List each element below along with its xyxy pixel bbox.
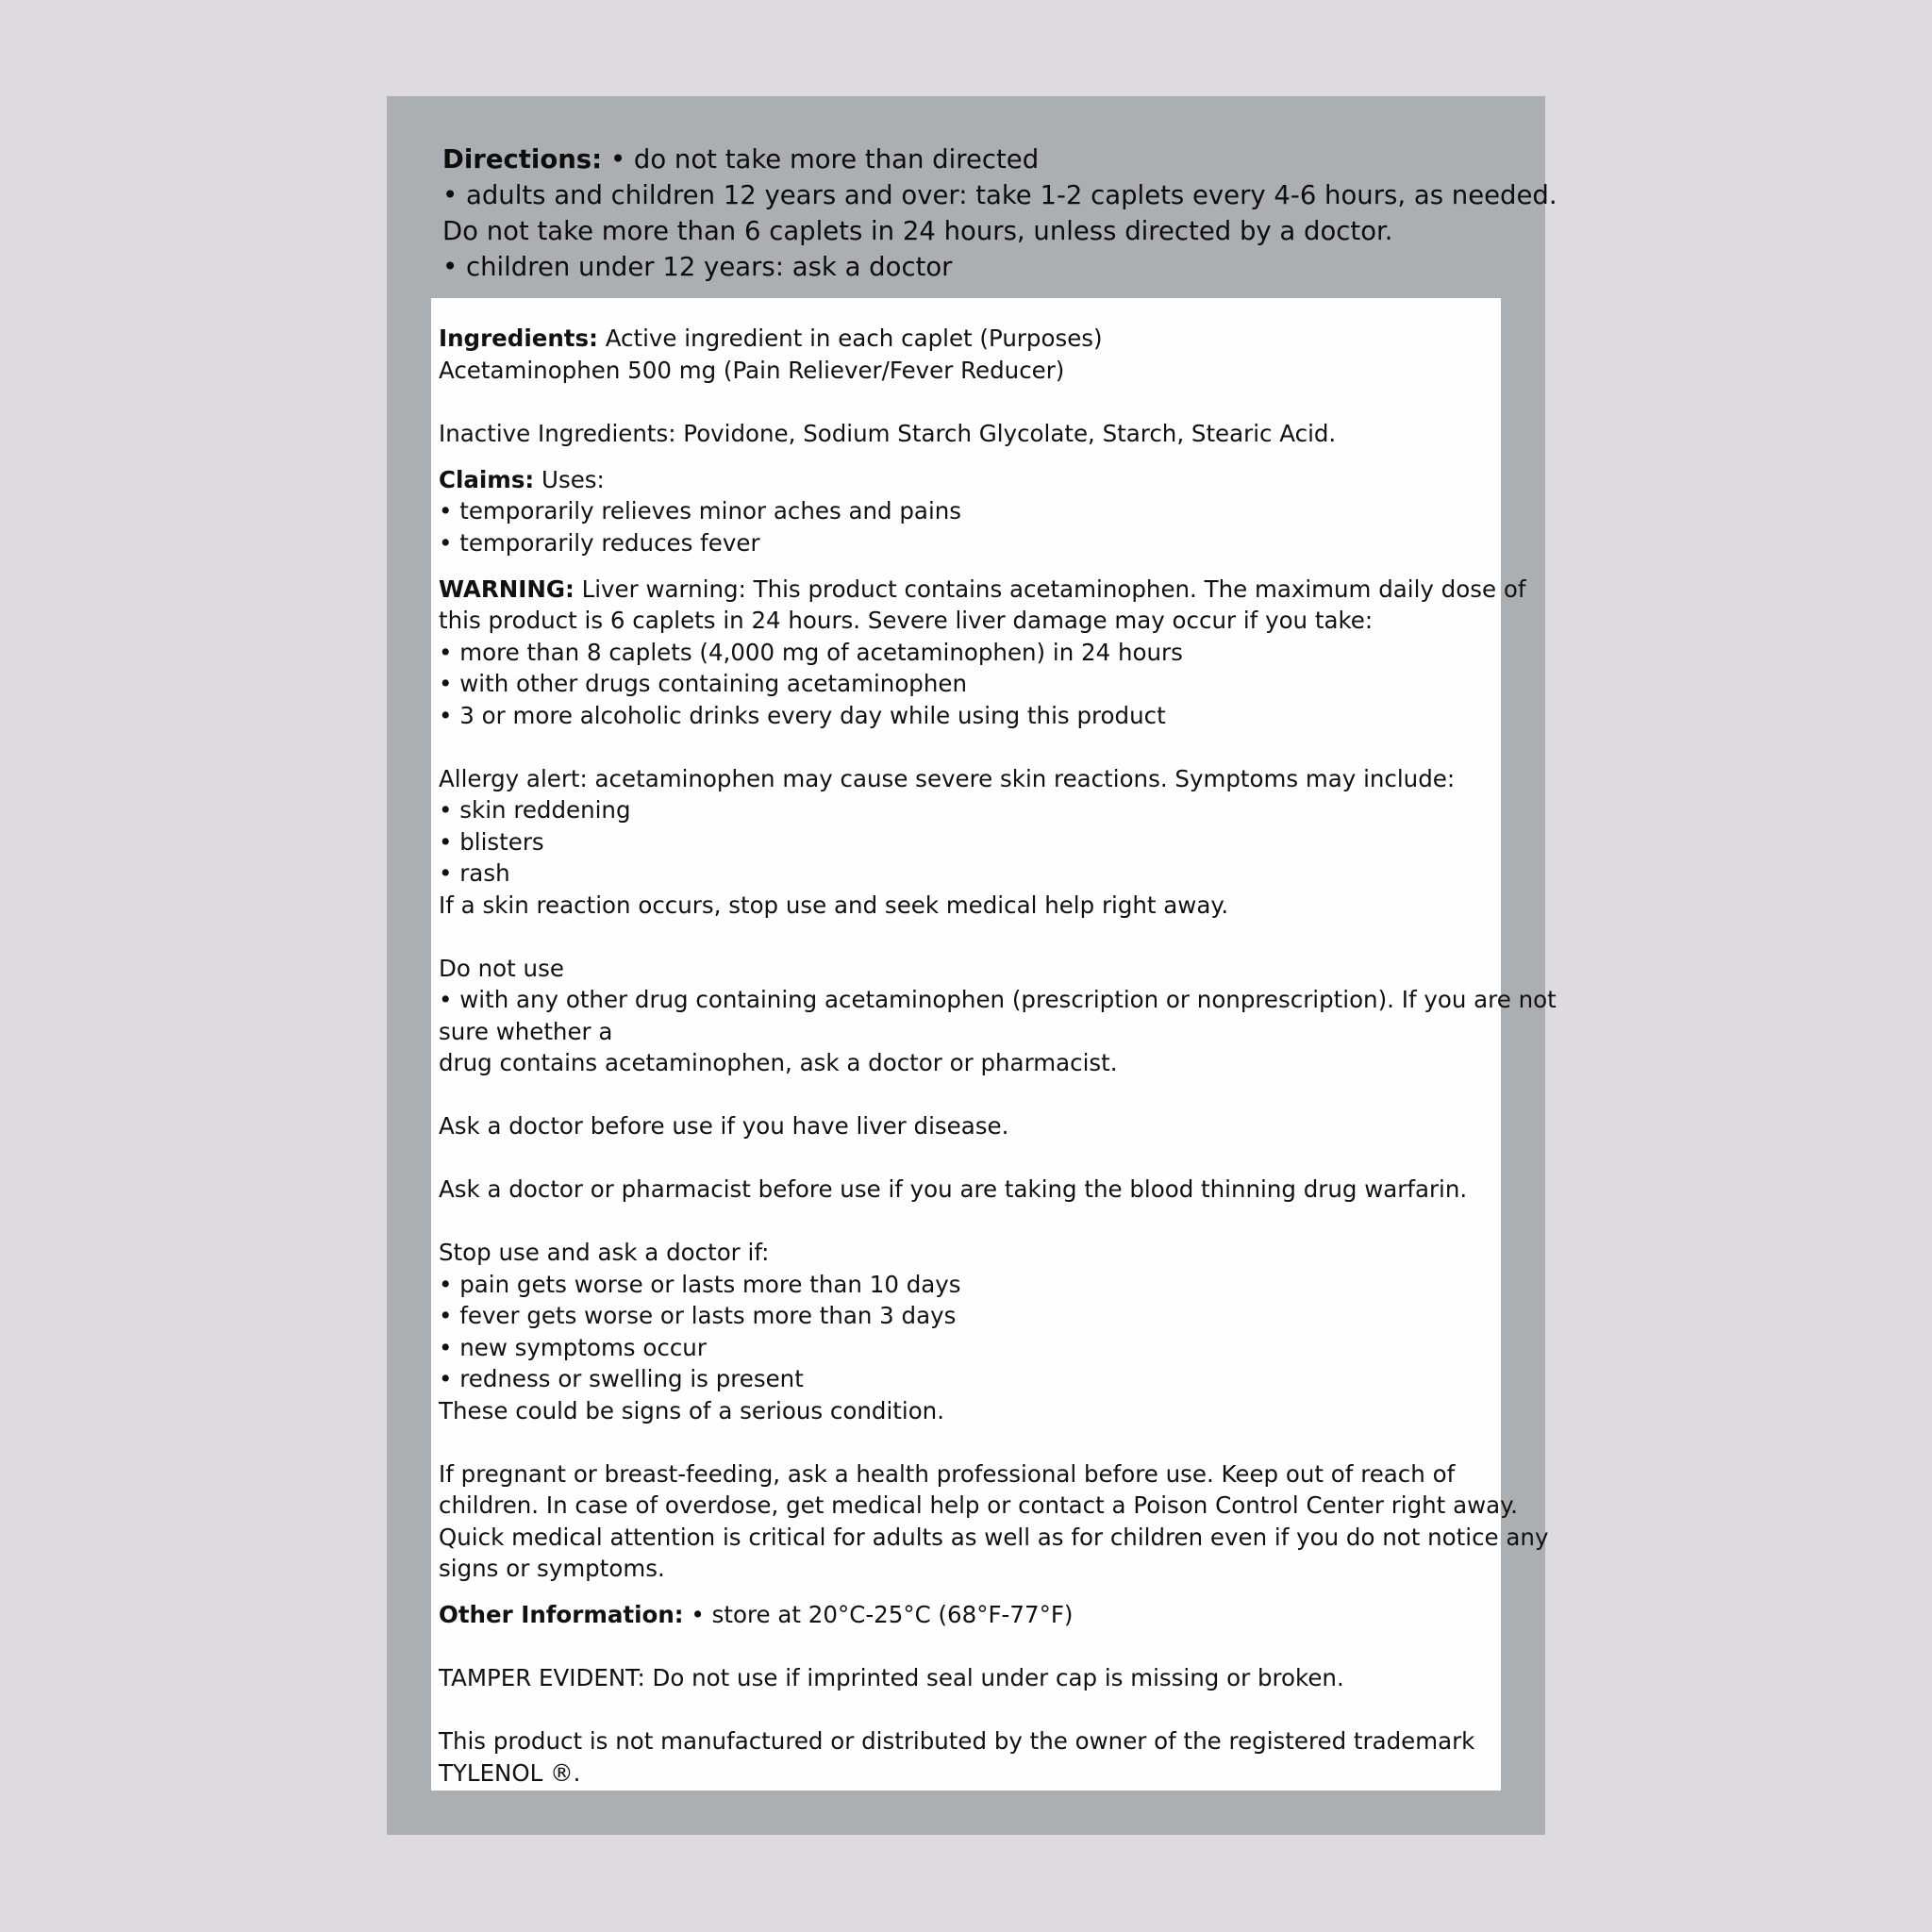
spacer (439, 1694, 1497, 1726)
liver-warning-line: • 3 or more alcoholic drinks every day while using this product (439, 701, 1166, 729)
active-ingredient: Acetaminophen 500 mg (Pain Reliever/Fever Reducer) (439, 356, 1065, 384)
pregnant-warning-line: children. In case of overdose, get medical help or contact a Poison Control Center right away. (439, 1491, 1518, 1519)
inactive-ingredients: Inactive Ingredients: Povidone, Sodium Starch Glycolate, Starch, Stearic Acid. (439, 419, 1337, 447)
allergy-alert-line: If a skin reaction occurs, stop use and seek medical help right away. (439, 891, 1229, 919)
liver-warning-line: • with other drugs containing acetaminophen (439, 670, 967, 697)
spacer (439, 1079, 1497, 1111)
directions-label: Directions: (442, 144, 603, 175)
spacer (439, 1631, 1497, 1663)
other-info-label: Other Information: (439, 1601, 684, 1628)
spacer (439, 1426, 1497, 1458)
ingredients-first-line (439, 323, 1497, 355)
do-not-use-line: Do not use (439, 954, 564, 982)
warning-first-text: Liver warning: This product contains acetaminophen. The maximum daily dose of (581, 575, 1526, 603)
allergy-alert-line: Allergy alert: acetaminophen may cause severe skin reactions. Symptoms may include: (439, 764, 1456, 792)
claims-item: • temporarily relieves minor aches and pains (439, 497, 962, 525)
directions-line: Do not take more than 6 caplets in 24 hours, unless directed by a doctor. (442, 216, 1393, 246)
spacer (439, 921, 1497, 953)
ask-pharmacist-line: Ask a doctor or pharmacist before use if you are taking the blood thinning drug warfarin. (439, 1175, 1468, 1203)
other-info-first-line (439, 1599, 1497, 1631)
pregnant-warning-line: Quick medical attention is critical for adults as well as for children even if you do not notice any (439, 1523, 1549, 1551)
facts-content-box (431, 298, 1557, 1790)
stop-use-line: • fever gets worse or lasts more than 3 days (439, 1302, 957, 1329)
claims-label: Claims: (439, 465, 535, 493)
other-info-first-text: • store at 20°C-25°C (68°F-77°F) (691, 1601, 1074, 1628)
stop-use-line: • new symptoms occur (439, 1333, 707, 1361)
pregnant-warning-line: signs or symptoms. (439, 1555, 665, 1582)
do-not-use-line: sure whether a (439, 1017, 613, 1045)
claims-first-text: Uses: (541, 465, 605, 493)
trademark-line: TYLENOL ®. (439, 1758, 581, 1787)
stop-use-line: Stop use and ask a doctor if: (439, 1239, 770, 1266)
section-gap (439, 449, 1497, 464)
claims-first-line (439, 464, 1497, 496)
allergy-alert-line: • rash (439, 859, 510, 887)
claims-item: • temporarily reduces fever (439, 528, 760, 557)
warning-label: WARNING: (439, 575, 575, 603)
directions-section (442, 142, 1557, 285)
ingredients-label: Ingredients: (439, 325, 598, 352)
directions-line: • children under 12 years: ask a doctor (442, 252, 953, 282)
stop-use-line: These could be signs of a serious condition. (439, 1396, 944, 1424)
facts-text (439, 323, 1557, 1789)
pregnant-warning-line: If pregnant or breast-feeding, ask a health professional before use. Keep out of reach of (439, 1459, 1456, 1488)
section-gap (439, 558, 1497, 574)
spacer (439, 386, 1497, 418)
spacer (439, 731, 1497, 763)
do-not-use-line: drug contains acetaminophen, ask a doctor or pharmacist. (439, 1049, 1118, 1076)
stop-use-line: • redness or swelling is present (439, 1365, 804, 1392)
ask-doctor-line: Ask a doctor before use if you have liver disease. (439, 1112, 1009, 1140)
ingredients-first-text: Active ingredient in each caplet (Purposes) (605, 325, 1103, 352)
directions-first-text: • do not take more than directed (609, 144, 1040, 175)
warning-first-line (439, 574, 1526, 606)
allergy-alert-line: • blisters (439, 827, 544, 856)
label-panel (387, 96, 1557, 1835)
allergy-alert-line: • skin reddening (439, 796, 631, 824)
spacer (439, 1206, 1497, 1238)
tamper-evident-line: TAMPER EVIDENT: Do not use if imprinted seal under cap is missing or broken. (439, 1664, 1344, 1691)
do-not-use-line: • with any other drug containing acetaminophen (prescription or nonprescription). If you are not (439, 986, 1557, 1013)
directions-line: • adults and children 12 years and over: take 1-2 caplets every 4-6 hours, as needed. (442, 180, 1557, 210)
stop-use-line: • pain gets worse or lasts more than 10 days (439, 1270, 961, 1298)
spacer (439, 1142, 1497, 1174)
directions-first-line (442, 142, 1527, 177)
trademark-line: This product is not manufactured or distributed by the owner of the registered trademark (439, 1727, 1475, 1755)
liver-warning-line: this product is 6 caplets in 24 hours. Severe liver damage may occur if you take: (439, 607, 1374, 634)
liver-warning-line: • more than 8 caplets (4,000 mg of acetaminophen) in 24 hours (439, 638, 1183, 666)
section-gap (439, 1585, 1497, 1600)
